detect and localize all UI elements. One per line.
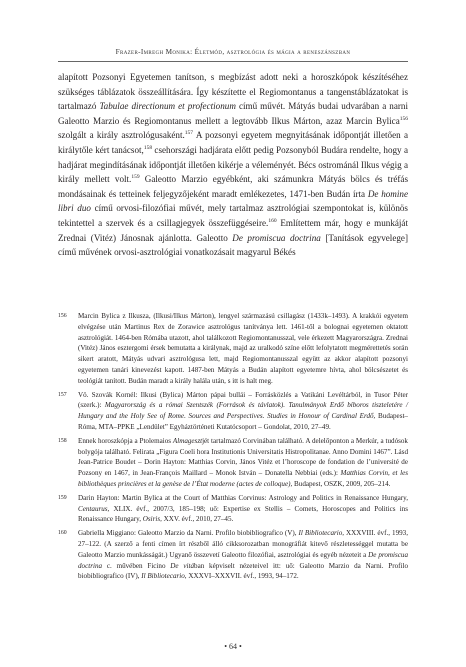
body-text-segment: alapított Pozsonyi Egyetemen tanítson, s megbízást adott neki a horoszkópok készítéséhez szükséges táblázatok összeállítására. Így készítette el Regiomontanus a tangenstáblázatokat is tartalmazó [58, 72, 408, 112]
footnote-text: Vö. Szovák Kornél: Ilkusi (Bylica) Márton pápai bullái – Forrásközlés a Vatikáni Levéltárból, in Tusor Péter (szerk.): [78, 390, 408, 410]
body-text-segment: A pozsonyi egyetem megnyitásának időpontját illetően a királytőle kért tanácsot, [58, 130, 408, 155]
footnote-text: XLIX. évf., 2007/3, 185–198; uő: Expertise ex Stellis – Comets, Horoscopes and Politics ins Renaissance Hungary, [78, 504, 408, 524]
footnote-text: Gabriella Miggiano: Galeotto Marzio da Narni. Profilo biobibliografico (V), [78, 529, 299, 538]
footnote-text: jét tartalmazó Corvinában található. A delelőponton a Merkúr, a tudósok bolygója található. Felirata „Figura Coeli hora Institutionis Universitatis Histropolitanae. Anno Domini 1467”. Lásd Jean-Patrice Boudet – Dorin Hayton: Matthias Corvin, János Vitéz et l’horoscope de fondation de l’université de Pozsony en 1467, in Jean-François Maillard – Monok István – Donatella Nebbiai (eds.): [78, 436, 408, 478]
body-italic-title: Tabulae directionum et profectionum [99, 101, 236, 112]
footnote-number: 156 [58, 313, 67, 319]
footnote-italic: De vitá [170, 561, 195, 570]
footnote-text: XXXVI–XXXVII. évf., 1993, 94–172. [186, 572, 299, 581]
footnote-number: 157 [58, 391, 67, 398]
footnote-italic: Osiris, [142, 515, 162, 524]
footnote-number: 159 [58, 494, 67, 501]
footnote-ref-160[interactable]: 160 [268, 217, 277, 224]
footnote-italic: Magyarország és a római Szentszék (Források és távlatok). Tanulmányok Erdő bíboros tiszteletére / Hungary and the Holy See of Rome. Sources and Perspectives. Studies in Honour of Cardinal Erdő, [78, 401, 408, 421]
body-text-segment: csehországi hadjárata előtt pedig Pozsonyból Budára rendelte, hogy a hadjárat megindításának időpontját illetően kikérje a véleményét. Bécs ostrománál Ilkus végig a király mellett volt. [58, 144, 409, 185]
footnote-ref-157[interactable]: 157 [184, 130, 194, 137]
footnote-italic: Il Bibliotecario, [298, 529, 345, 538]
footnote-158 [58, 436, 408, 490]
body-text-segment: Említettem már, hogy e munkáját Zrednai (Vitéz) Jánosnak ajánlotta. Galeotto [58, 217, 408, 243]
footnote-text: XXV. évf., 2010, 27–45. [161, 515, 234, 524]
header-rule [58, 61, 408, 62]
footnote-159 [58, 493, 408, 525]
footnotes [58, 311, 408, 585]
footnote-italic: De promiscua doctrina [78, 550, 409, 570]
footnote-text: ban képviselt nézeteivel itt: uő: Galeotto Marzio da Narni. Profilo biobibliografico (IV), [78, 561, 408, 581]
footnote-number: 158 [58, 437, 67, 444]
footnote-number: 160 [58, 530, 67, 537]
body-text-segment: című orvosi-filozófiai művét, mely tartalmaz asztrológiai szempontokat is, különös tekintettel a szervek és a csillagjegyek összefüggéseire. [58, 203, 408, 228]
body-italic-title: De promiscua doctrina [232, 232, 321, 243]
footnote-italic: Centaurus, [78, 504, 110, 513]
page-number: • 64 • [224, 642, 242, 651]
footnote-157 [58, 390, 408, 433]
footnote-text: c. művében Ficino [102, 561, 171, 570]
footnote-ref-158[interactable]: 158 [143, 144, 153, 151]
running-head: Frazer-Imregh Monika: Életmód, asztrológia és mágia a reneszánszban [115, 48, 351, 56]
footnote-text: Darin Hayton: Martin Bylica at the Court of Matthias Corvinus: Astrology and Politics in Renaissance Hungary, [78, 493, 408, 502]
footnote-ref-159[interactable]: 159 [131, 174, 140, 181]
body-text-segment: Galeotto Marzio egyébként, aki számunkra Mátyás bölcs és tréfás mondásainak és tetteinek feljegyzőjeként maradt emlékezetes, 1471-ben Budán írta [58, 174, 408, 199]
footnote-text: Ennek horoszkópja a Ptolemaios [78, 436, 173, 445]
footnote-italic: Il Bibliotecario, [141, 572, 187, 581]
body-paragraph [58, 70, 408, 260]
body-text-segment: szolgált a király asztrológusaként. [58, 130, 185, 141]
footnote-italic: Matthias Corvin, et les bibliothèques princières et la genèse de l’État moderne (actes de colloque), [78, 469, 408, 488]
footnote-text: XXXVIII. évf., 1993, 27–122. (A szerző a fenti címen írt részből álló cikksorozatban monográfiát kitevő részletességgel mutatta be Galeotto Marzio munkásságát.) Ugyanő összevetí Galeotto filozófiai, asztrológiai és egyéb nézeteit a [78, 529, 408, 559]
body-text-segment: [Tanítások egyvelege] című művének orvosi-asztrológiai vonatkozásait magyarul Békés [58, 232, 408, 258]
footnote-156 [58, 311, 408, 387]
footnote-text: Budapest, OSZK, 2009, 205–214. [292, 479, 391, 488]
body-text-segment: című művét. Mátyás budai udvarában a narni Galeotto Marzio és Regiomontanus mellett a legtovább Ilkus Márton, azaz Marcin Bylica [58, 101, 408, 126]
footnote-text: Budapest–Róma, MTA–PPKE „Lendület” Egyháztörténeti Kutatócsoport – Gondolat, 2010, 27–49. [78, 412, 408, 431]
body-italic-title: De homine libri duo [58, 188, 408, 214]
footnote-italic: Almageszt [172, 436, 203, 445]
footnote-ref-156[interactable]: 156 [399, 115, 408, 122]
footnote-160 [58, 528, 408, 582]
footnote-text: Marcin Bylica z Ilkusza, (Ilkusi/Ilkus Márton), lengyel származású csillagász (1433k–1493). A krakkói egyetem elvégzése után Martinus Rex de Zorawice asztrológus tanítványa lett. 1461-től a bolognai egyetemen oktatott asztrológiát. 1464-ben Rómába utazott, ahol találkozott Regiomontanusszal, vele érkezett Magyarországra. Zrednai (Vitéz) János esztergomi érsek bemutatta a királynak, majd az uralkodó színe előtt lefolytatott megmérettetés során sikert aratott, Mátyás udvari asztrológusa lett, majd Regiomontanusszal együtt az akkor alapított pozsonyi egyetemen tanári kinevezést kapott. 1487-ben Mátyás a Budán alapított egyetemre hívta, ahol bölcsészetet és teológiát tanított. Budán maradt a király halála után, s itt is halt meg. [78, 312, 408, 385]
